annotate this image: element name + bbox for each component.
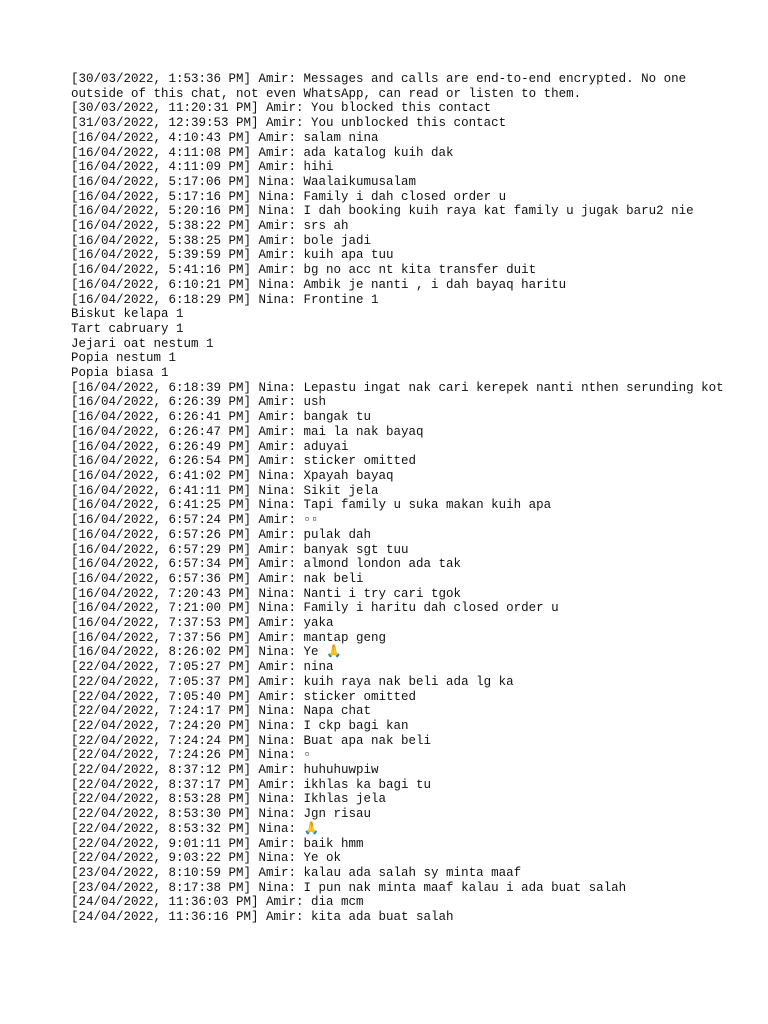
log-line: [16/04/2022, 6:57:29 PM] Amir: banyak sgt tuu: [71, 542, 409, 557]
log-line: [22/04/2022, 7:24:17 PM] Nina: Napa chat: [71, 704, 372, 719]
log-line: [22/04/2022, 8:37:12 PM] Amir: huhuhuwpiw: [71, 763, 379, 778]
log-line: [16/04/2022, 6:57:26 PM] Amir: pulak dah: [71, 527, 372, 542]
log-line: [16/04/2022, 6:41:02 PM] Nina: Xpayah bayaq: [71, 468, 394, 483]
log-line: [23/04/2022, 8:17:38 PM] Nina: I pun nak minta maaf kalau i ada buat salah: [71, 880, 627, 895]
log-line: [16/04/2022, 6:57:36 PM] Amir: nak beli: [71, 571, 364, 586]
log-line: [16/04/2022, 6:10:21 PM] Nina: Ambik je nanti , i dah bayaq haritu: [71, 277, 567, 292]
log-line: Popia nestum 1: [71, 351, 177, 366]
log-line: [16/04/2022, 6:41:11 PM] Nina: Sikit jela: [71, 483, 379, 498]
log-line: [30/03/2022, 1:53:36 PM] Amir: Messages and calls are end-to-end encrypted. No one outside of this chat, not even WhatsApp, can read or listen to them.: [71, 72, 694, 101]
log-line: [22/04/2022, 8:37:17 PM] Amir: ikhlas ka bagi tu: [71, 777, 432, 792]
log-line: [16/04/2022, 5:41:16 PM] Amir: bg no acc nt kita transfer duit: [71, 263, 537, 278]
log-line: [16/04/2022, 7:37:56 PM] Amir: mantap geng: [71, 630, 387, 645]
log-line: [16/04/2022, 6:18:29 PM] Nina: Frontine 1: [71, 292, 379, 307]
log-line: [22/04/2022, 9:03:22 PM] Nina: Ye ok: [71, 851, 342, 866]
log-line: [22/04/2022, 7:05:40 PM] Amir: sticker omitted: [71, 689, 417, 704]
log-line: [30/03/2022, 11:20:31 PM] Amir: You blocked this contact: [71, 101, 492, 116]
log-line: [22/04/2022, 7:24:26 PM] Nina: ▫: [71, 748, 312, 763]
log-line: [16/04/2022, 6:26:47 PM] Amir: mai la nak bayaq: [71, 424, 424, 439]
log-line: [16/04/2022, 6:57:24 PM] Amir: ▫▫: [71, 513, 319, 528]
log-line: [22/04/2022, 9:01:11 PM] Amir: baik hmm: [71, 836, 364, 851]
log-line: [16/04/2022, 8:26:02 PM] Nina: Ye 🙏: [71, 645, 342, 660]
log-line: [16/04/2022, 7:21:00 PM] Nina: Family i haritu dah closed order u: [71, 601, 559, 616]
log-line: [24/04/2022, 11:36:16 PM] Amir: kita ada buat salah: [71, 910, 454, 925]
log-line: [16/04/2022, 6:26:41 PM] Amir: bangak tu: [71, 410, 372, 425]
log-line: [16/04/2022, 4:10:43 PM] Amir: salam nina: [71, 130, 379, 145]
log-line: [16/04/2022, 6:26:49 PM] Amir: aduyai: [71, 439, 349, 454]
log-line: [24/04/2022, 11:36:03 PM] Amir: dia mcm: [71, 895, 364, 910]
log-line: [16/04/2022, 4:11:08 PM] Amir: ada katalog kuih dak: [71, 145, 454, 160]
log-line: [16/04/2022, 5:38:22 PM] Amir: srs ah: [71, 219, 349, 234]
log-line: [23/04/2022, 8:10:59 PM] Amir: kalau ada salah sy minta maaf: [71, 865, 522, 880]
log-line: [16/04/2022, 6:41:25 PM] Nina: Tapi family u suka makan kuih apa: [71, 498, 552, 513]
chat-log-page: [71, 72, 731, 925]
log-line: Tart cabruary 1: [71, 321, 184, 336]
log-line: [22/04/2022, 7:05:37 PM] Amir: kuih raya nak beli ada lg ka: [71, 674, 514, 689]
log-line: [16/04/2022, 6:57:34 PM] Amir: almond london ada tak: [71, 557, 462, 572]
log-line: [22/04/2022, 7:24:24 PM] Nina: Buat apa nak beli: [71, 733, 432, 748]
log-line: [16/04/2022, 5:39:59 PM] Amir: kuih apa tuu: [71, 248, 394, 263]
log-line: [16/04/2022, 4:11:09 PM] Amir: hihi: [71, 160, 334, 175]
log-line: [16/04/2022, 7:20:43 PM] Nina: Nanti i try cari tgok: [71, 586, 462, 601]
log-line: [22/04/2022, 8:53:30 PM] Nina: Jgn risau: [71, 807, 372, 822]
log-line: [16/04/2022, 7:37:53 PM] Amir: yaka: [71, 616, 334, 631]
log-line: [16/04/2022, 5:17:06 PM] Nina: Waalaikumusalam: [71, 174, 417, 189]
log-line: [16/04/2022, 5:38:25 PM] Amir: bole jadi: [71, 233, 372, 248]
log-line: [22/04/2022, 8:53:32 PM] Nina: 🙏: [71, 821, 320, 836]
log-line: [16/04/2022, 6:26:39 PM] Amir: ush: [71, 395, 327, 410]
log-line: [22/04/2022, 8:53:28 PM] Nina: Ikhlas jela: [71, 792, 387, 807]
log-line: [16/04/2022, 6:18:39 PM] Nina: Lepastu ingat nak cari kerepek nanti nthen serunding kot: [71, 380, 724, 395]
log-line: Popia biasa 1: [71, 366, 169, 381]
log-line: Jejari oat nestum 1: [71, 336, 214, 351]
log-line: [16/04/2022, 6:26:54 PM] Amir: sticker omitted: [71, 454, 417, 469]
log-line: [16/04/2022, 5:17:16 PM] Nina: Family i dah closed order u: [71, 189, 507, 204]
log-line: [31/03/2022, 12:39:53 PM] Amir: You unblocked this contact: [71, 116, 507, 131]
log-line: [16/04/2022, 5:20:16 PM] Nina: I dah booking kuih raya kat family u jugak baru2 nie: [71, 204, 694, 219]
log-line: Biskut kelapa 1: [71, 307, 184, 322]
log-line: [22/04/2022, 7:05:27 PM] Amir: nina: [71, 660, 334, 675]
log-line: [22/04/2022, 7:24:20 PM] Nina: I ckp bagi kan: [71, 718, 409, 733]
